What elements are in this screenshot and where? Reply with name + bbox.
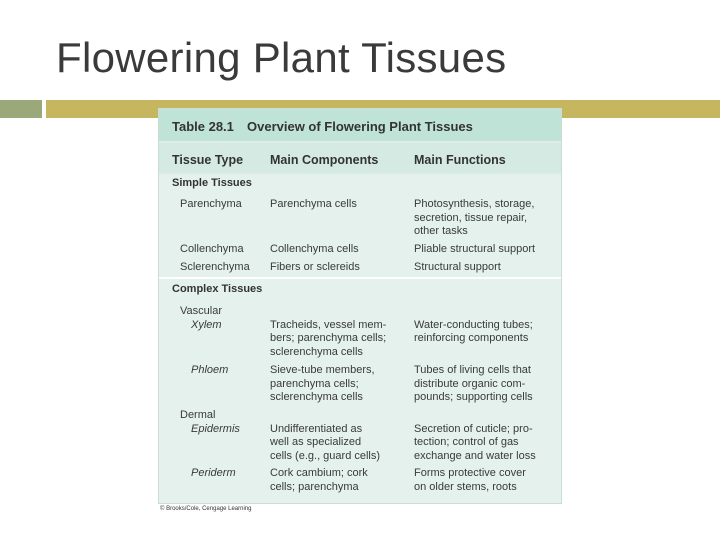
accent-bar-left bbox=[0, 100, 42, 118]
row-function-line: distribute organic com- bbox=[414, 377, 526, 390]
row-type: Periderm bbox=[191, 467, 236, 479]
row-components: cells (e.g., guard cells) bbox=[270, 449, 381, 462]
row-function-line: Structural support bbox=[414, 261, 501, 273]
row-function-line: Secretion of cuticle; pro- bbox=[414, 422, 533, 435]
table-caption bbox=[159, 109, 561, 141]
row-function-line: Forms protective cover bbox=[414, 467, 526, 479]
row-type: Epidermis bbox=[191, 422, 240, 435]
row-function-line: other tasks bbox=[414, 225, 468, 237]
row-components: bers; parenchyma cells; bbox=[270, 332, 387, 344]
row-components: sclerenchyma cells bbox=[270, 391, 363, 403]
table-header-row bbox=[159, 143, 561, 173]
row-components: Cork cambium; cork bbox=[270, 467, 368, 479]
subgroup-vascular: Vascular bbox=[180, 305, 222, 317]
tissue-table bbox=[158, 108, 562, 504]
row-type: Phloem bbox=[191, 364, 229, 376]
row-type: Collenchyma bbox=[180, 243, 244, 255]
row-function-line: tection; control of gas bbox=[414, 436, 519, 448]
header-tissue-type: Tissue Type bbox=[172, 153, 244, 167]
simple-tissues-section bbox=[159, 175, 561, 277]
header-main-components: Main Components bbox=[270, 153, 379, 167]
complex-tissues-section bbox=[159, 279, 561, 503]
row-function-line: secretion, tissue repair, bbox=[414, 211, 528, 224]
row-components: Parenchyma cells bbox=[270, 198, 357, 210]
row-function-line: Pliable structural support bbox=[414, 243, 536, 255]
row-function-line: Tubes of living cells that bbox=[414, 364, 531, 376]
row-components: Fibers or sclereids bbox=[270, 261, 360, 273]
section-label-complex: Complex Tissues bbox=[172, 283, 263, 295]
slide-title: Flowering Plant Tissues bbox=[56, 34, 507, 81]
row-function-line: exchange and water loss bbox=[414, 449, 536, 462]
copyright-credit: © Brooks/Cole, Cengage Learning bbox=[160, 506, 252, 512]
row-function-line: pounds; supporting cells bbox=[414, 391, 533, 403]
row-components: parenchyma cells; bbox=[270, 377, 359, 390]
row-type: Xylem bbox=[191, 318, 222, 331]
row-components: sclerenchyma cells bbox=[270, 345, 363, 358]
row-type: Parenchyma bbox=[180, 198, 242, 210]
row-type: Sclerenchyma bbox=[180, 261, 250, 273]
row-function-line: reinforcing components bbox=[414, 332, 529, 344]
row-components: Undifferentiated as bbox=[270, 422, 363, 435]
row-function-line: on older stems, roots bbox=[414, 480, 517, 493]
header-main-functions: Main Functions bbox=[414, 153, 506, 167]
section-label-simple: Simple Tissues bbox=[172, 177, 252, 189]
row-components: well as specialized bbox=[270, 436, 362, 448]
row-function-line: Water-conducting tubes; bbox=[414, 318, 533, 331]
table-title: Overview of Flowering Plant Tissues bbox=[247, 119, 473, 134]
row-components: Collenchyma cells bbox=[270, 243, 359, 255]
row-components: Tracheids, vessel mem- bbox=[270, 318, 387, 331]
row-components: Sieve-tube members, bbox=[270, 364, 375, 376]
subgroup-dermal: Dermal bbox=[180, 409, 216, 421]
row-components: cells; parenchyma bbox=[270, 480, 359, 493]
row-function-line: Photosynthesis, storage, bbox=[414, 198, 535, 210]
table-number: Table 28.1 bbox=[172, 119, 234, 134]
